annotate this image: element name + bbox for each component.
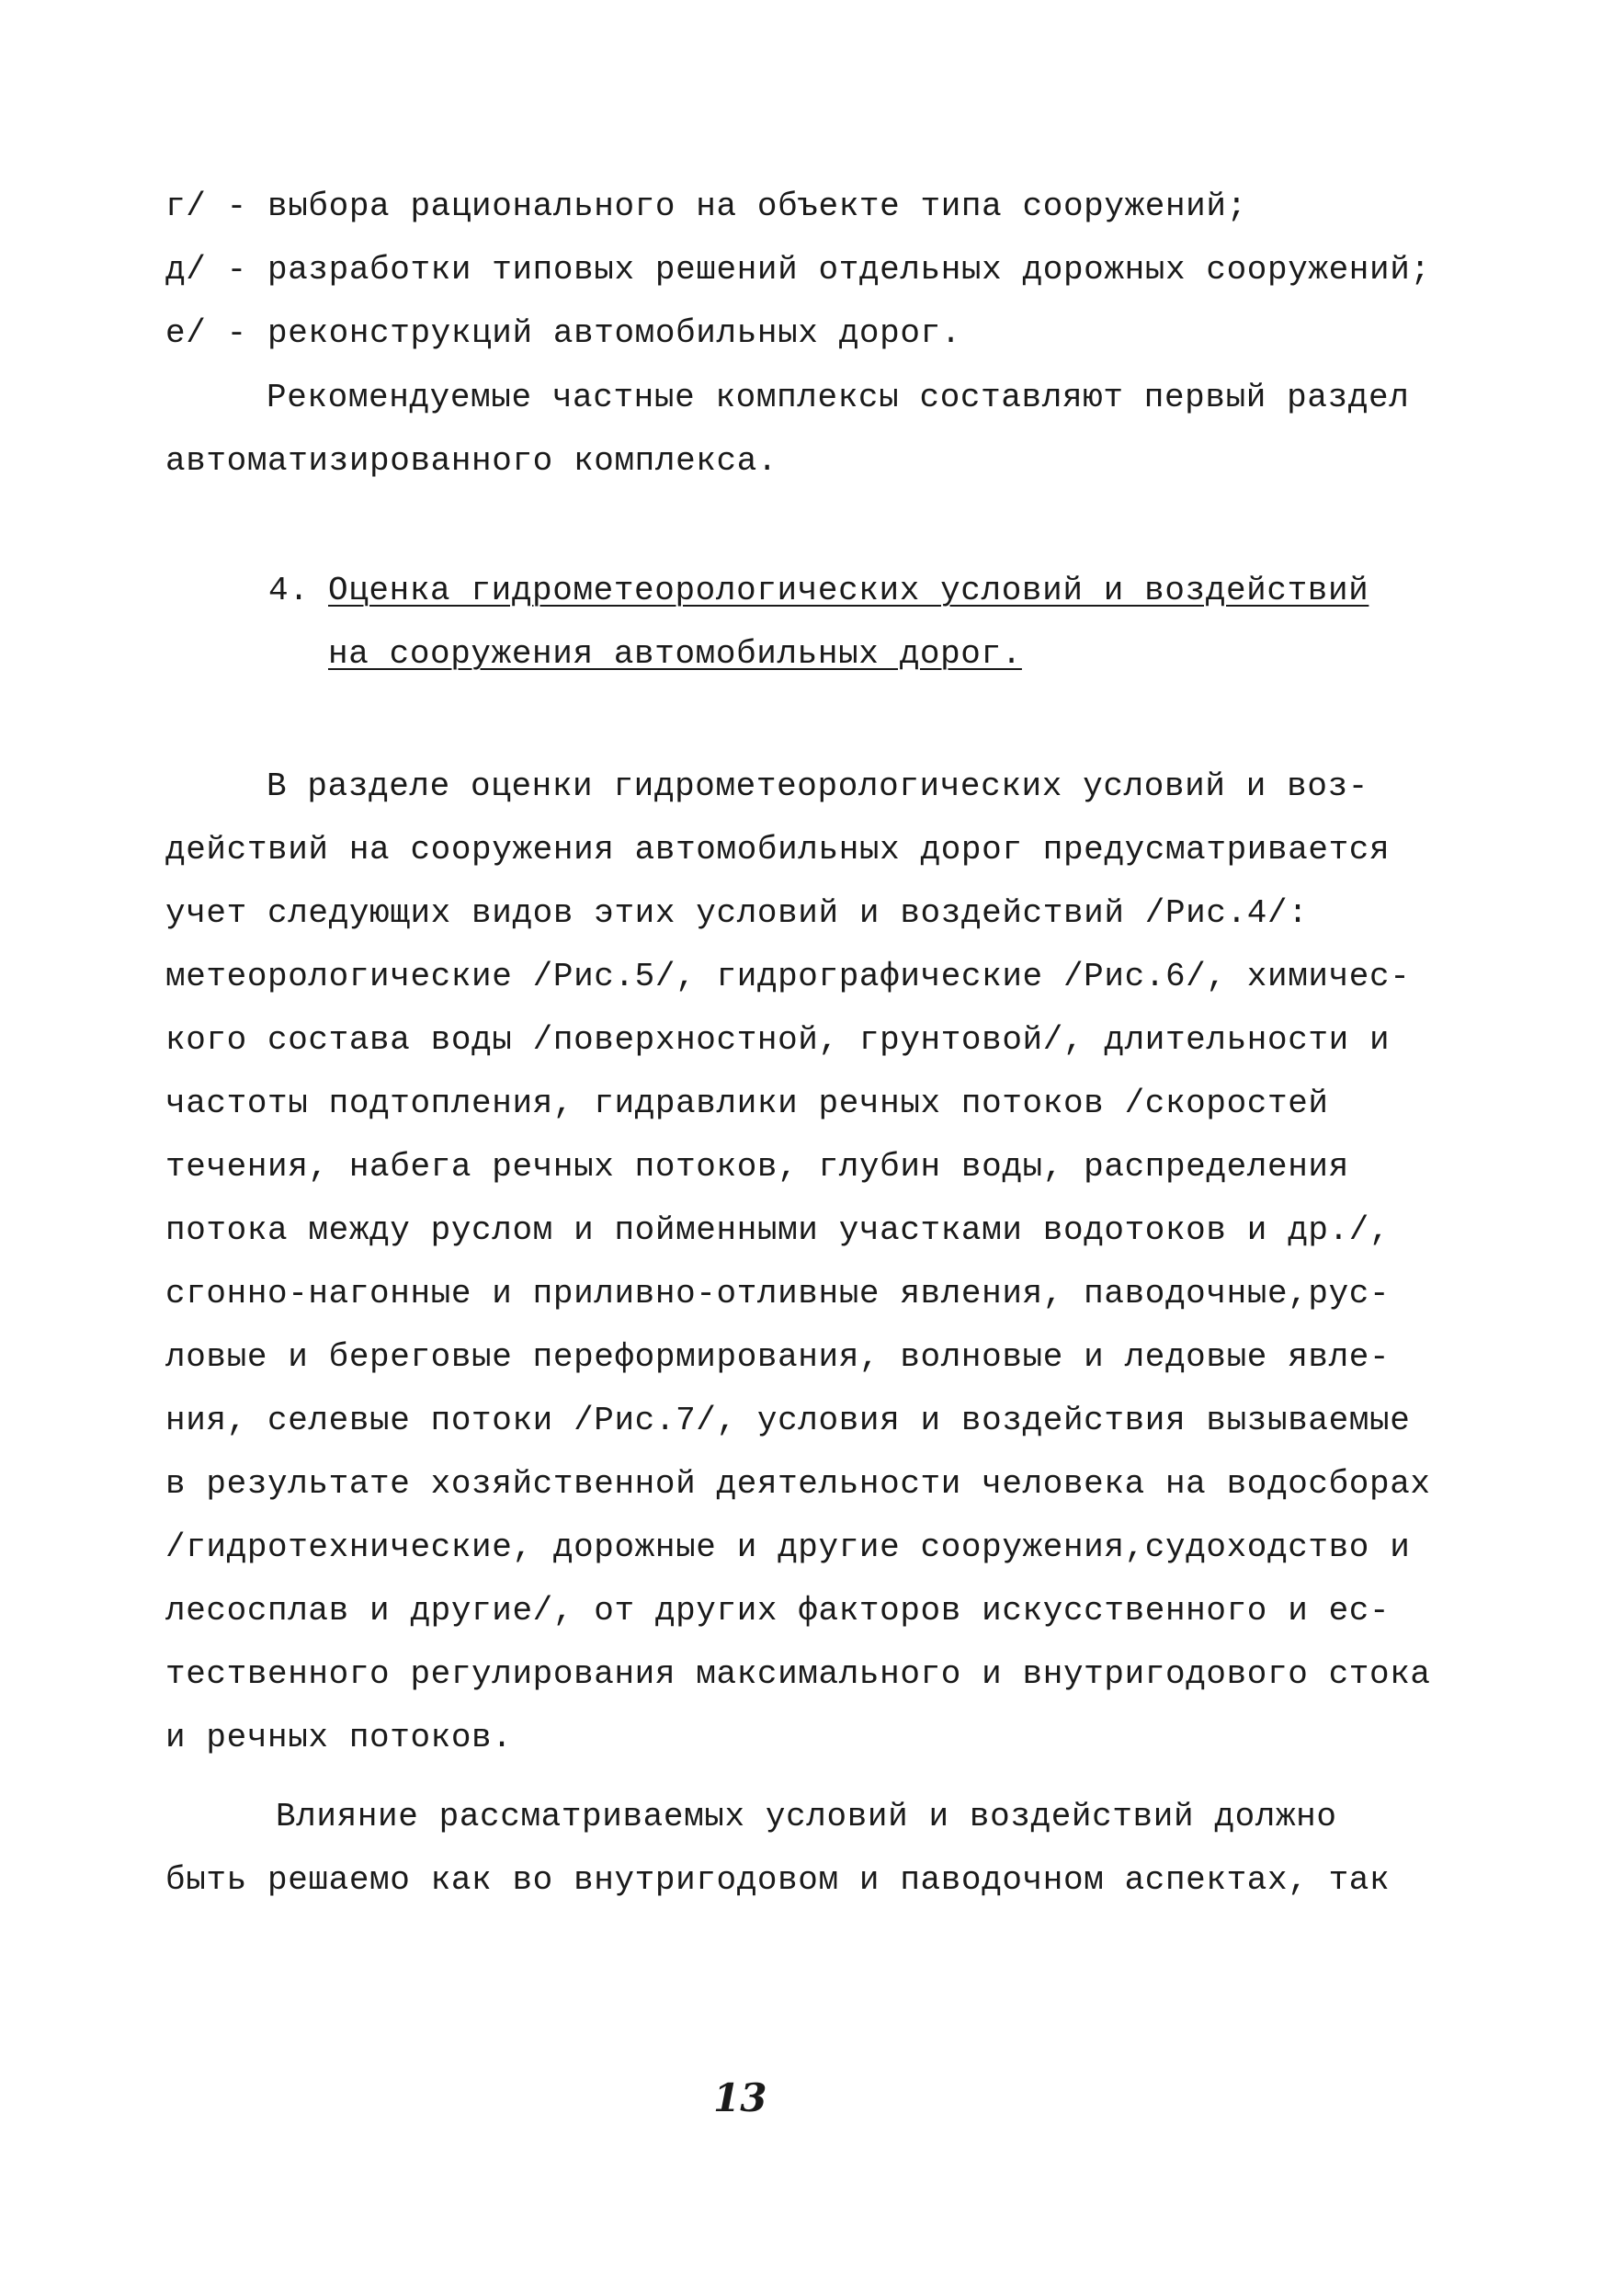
paragraph-2-line-3: учет следующих видов этих условий и воздействий /Рис.4/: [165, 894, 1309, 932]
paragraph-2-line-13: /гидротехнические, дорожные и другие сооружения,судоходство и [165, 1528, 1411, 1566]
paragraph-2-line-12: в результате хозяйственной деятельности человека на водосборах [165, 1465, 1431, 1503]
list-item-g: г/ - выбора рационального на объекте типа сооружений; [165, 187, 1247, 225]
paragraph-2-line-15: тественного регулирования максимального и внутригодового стока [165, 1655, 1431, 1693]
paragraph-2-line-5: кого состава воды /поверхностной, грунтовой/, длительности и [165, 1021, 1391, 1059]
section-heading-number: 4. [268, 572, 310, 609]
paragraph-2-line-16: и речных потоков. [165, 1719, 513, 1756]
list-item-d: д/ - разработки типовых решений отдельных дорожных сооружений; [165, 251, 1431, 289]
paragraph-2-line-4: метеорологические /Рис.5/, гидрографические /Рис.6/, химичес- [165, 958, 1411, 995]
list-item-e: е/ - реконструкций автомобильных дорог. [165, 314, 961, 352]
paragraph-2-line-6: частоты подтопления, гидравлики речных потоков /скоростей [165, 1085, 1329, 1122]
paragraph-1-line-1: Рекомендуемые частные комплексы составляют первый раздел [267, 379, 1410, 416]
paragraph-2-line-7: течения, набега речных потоков, глубин воды, распределения [165, 1148, 1349, 1186]
paragraph-1-line-2: автоматизированного комплекса. [165, 442, 778, 480]
section-heading-line-2: на сооружения автомобильных дорог. [328, 635, 1022, 673]
paragraph-2-line-2: действий на сооружения автомобильных дорог предусматривается [165, 831, 1391, 869]
paragraph-2-line-14: лесосплав и другие/, от других факторов искусственного и ес- [165, 1592, 1391, 1630]
paragraph-2-line-8: потока между руслом и пойменными участками водотоков и др./, [165, 1211, 1391, 1249]
section-heading-line-1: Оценка гидрометеорологических условий и воздействий [328, 572, 1369, 609]
paragraph-2-line-1: В разделе оценки гидрометеорологических условий и воз- [267, 767, 1368, 805]
page-number: 13 [713, 2075, 767, 2120]
paragraph-3-line-2: быть решаемо как во внутригодовом и паводочном аспектах, так [165, 1861, 1391, 1899]
paragraph-2-line-9: сгонно-нагонные и приливно-отливные явления, паводочные,рус- [165, 1275, 1391, 1312]
paragraph-2-line-10: ловые и береговые переформирования, волновые и ледовые явле- [165, 1338, 1391, 1376]
paragraph-2-line-11: ния, селевые потоки /Рис.7/, условия и воздействия вызываемые [165, 1402, 1411, 1439]
paragraph-3-line-1: Влияние рассматриваемых условий и воздействий должно [276, 1798, 1337, 1835]
